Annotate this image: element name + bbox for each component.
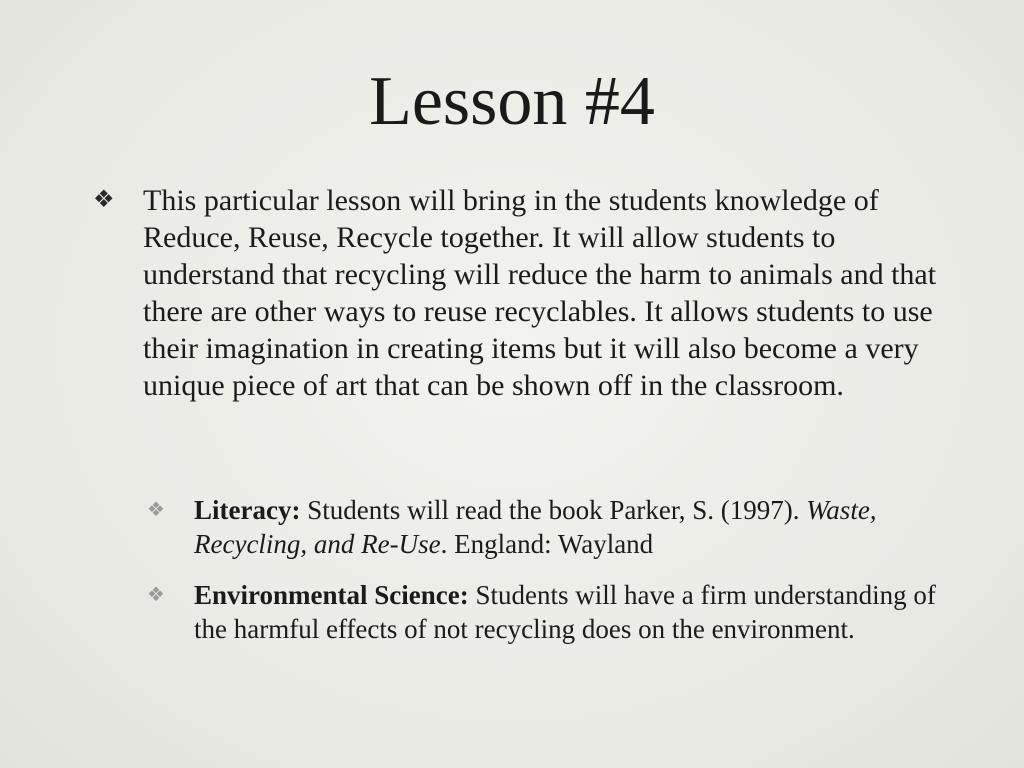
sub-bullet-literacy <box>147 493 954 561</box>
sub-bullet-text: Students will read the book Parker, S. (1997). <box>300 495 807 525</box>
sub-bullet-label: Environmental Science: <box>194 580 469 610</box>
sub-bullet-text: Students will have a firm understanding of the harmful effects of not recycling does on the environment. <box>194 580 936 644</box>
diamond-bullet-icon: ❖ <box>147 584 165 606</box>
sub-bullet-environmental-science <box>147 578 954 646</box>
main-bullet-text: This particular lesson will bring in the students knowledge of Reduce, Reuse, Recycle together. It will allow students to understand that recycling will reduce the harm to animals and that there are other ways to reuse recyclables. It allows students to use their imagination in creating items but it will also become a very unique piece of art that can be shown off in the classroom. <box>143 184 937 402</box>
sub-bullet-label: Literacy: <box>194 495 301 525</box>
book-title: Waste, Recycling, and Re-Use <box>194 495 877 559</box>
diamond-bullet-icon: ❖ <box>93 187 115 213</box>
sub-bullet-text-end: . England: Wayland <box>440 529 654 559</box>
slide-title: Lesson #4 <box>369 63 655 140</box>
main-bullet <box>93 182 943 404</box>
diamond-bullet-icon: ❖ <box>147 499 165 521</box>
